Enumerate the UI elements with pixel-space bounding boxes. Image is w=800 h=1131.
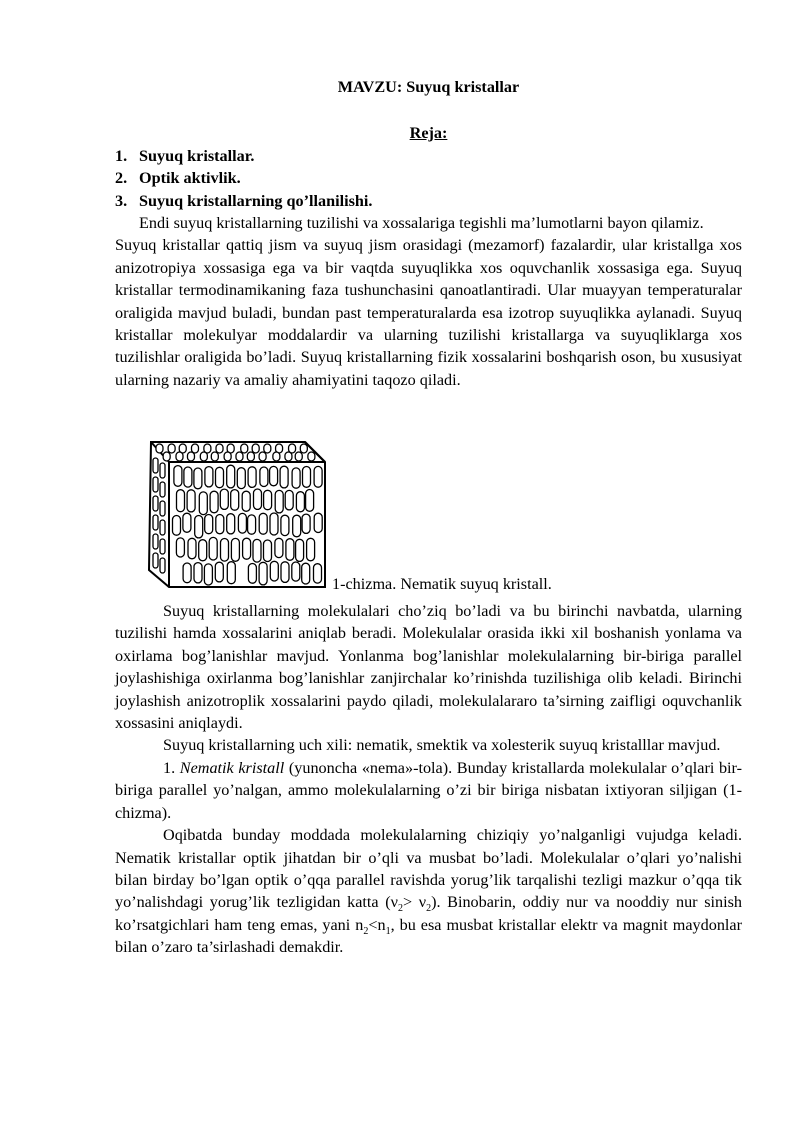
molecule-shape [156,444,163,453]
molecule-shape [168,444,175,453]
molecule-shape [204,564,212,585]
molecule-shape [153,458,158,473]
molecule-shape [187,452,194,461]
molecule-shape [314,513,322,532]
molecule-shape [236,452,243,461]
molecule-shape [238,513,246,533]
molecule-shape [254,489,262,509]
molecule-shape [306,490,314,512]
paragraph-optics: Oqibatda bunday moddada molekulalarning chiziqiy yo’nalganligi vujudga keladi. Nematik kristallar optik jihatdan bir o’qli va musbat bo’ladi. Molekulalar o’qlari yo’nalishi bilan birday bo’lgan optik o’qqa parallel ravishda yorug’lik tarqalishi tezligi mazkur o’qqa tik yo’nalishdagi yorug’lik tezligidan katta $(\nu_2> \nu_2)$. Binobarin, oddiy nur va nooddiy nur sinish ko’rsatgichlari ham teng emas, yani $n_2<n_1$, bu esa musbat kristallar elektr va magnit maydonlar bilan o’zaro ta’sirlashadi demakdir. [115,826,743,957]
plan-item: 2. Optik aktivlik. [115,169,241,188]
molecule-shape [281,562,289,583]
molecule-shape [176,538,184,557]
molecule-shape [259,562,267,585]
molecule-shape [160,558,165,573]
plan-item: 3. Suyuq kristallarning qo’llanilishi. [115,191,373,210]
molecule-shape [183,513,191,532]
molecule-shape [205,515,213,534]
molecule-shape [224,452,231,461]
molecule-shape [302,563,310,584]
molecule-shape [160,520,165,535]
text-block-intro [115,212,742,391]
molecule-shape [285,452,292,461]
molecule-shape [275,490,283,513]
page-title: MAVZU: Suyuq kristallar [337,78,520,96]
molecule-shape [270,466,278,485]
molecule-shape [248,564,256,584]
molecule-shape [259,452,266,461]
molecule-shape [227,562,235,584]
molecule-shape [273,452,280,461]
molecule-shape [296,539,304,561]
molecule-shape [209,537,217,560]
molecule-shape [296,492,304,512]
molecule-shape [153,477,158,492]
molecule-shape [264,540,272,562]
molecule-shape [231,538,239,561]
molecule-shape [220,489,228,509]
molecule-shape [253,539,261,562]
molecule-shape [174,466,182,487]
molecule-shape [173,516,181,536]
text-block-nematic [115,757,742,959]
figure-caption: 1-chizma. Nematik suyuq kristall. [332,575,552,593]
molecule-shape [199,540,207,561]
molecule-shape [188,538,196,559]
molecule-shape [200,452,207,461]
molecule-shape [221,539,229,562]
molecule-shape [184,467,192,487]
molecule-shape [153,515,158,530]
molecule-shape [211,452,218,461]
molecule-shape [194,468,202,489]
molecule-shape [163,452,170,461]
molecule-shape [227,465,235,488]
paragraph-molecules: Suyuq kristallarning molekulalari cho’ziq bo’ladi va bu birinchi navbatda, ularning tuzilishi hamda xossalarini aniqlab beradi. Molekulalar orasida ikki xil boshanish yonlama va oxirlama bog’lanishlar mavjud. Yonlanma bog’lanishlar molekulalarning bir-biriga parallel joylashishiga oxirlanma bog’lanishlar zanjirchalar ko’rinishda tuzilishiga olib keladi. Birinchi joylashish anizotroplik xossalarini paydo qiladi, molekulalararo ta’sirning zaifligi oquvchanlik xossasini aniqlaydi. [115,602,742,733]
paragraph-nematic: 1. Nematik kristall (yunoncha «nema»-tola). Bunday kristallarda molekulalar o’qlari bir-biriga parallel yo’nalgan, ammo molekulalarning o’zi bir biriga nisbatan ixtiyoran siljigan (1- chizma). [115,759,743,822]
plan-heading: Reja: [409,124,448,142]
nematic-term: Nematik kristall [179,759,285,777]
molecule-shape [292,562,300,581]
molecule-shape [281,515,289,535]
molecule-shape [252,444,259,453]
molecule-shape [280,466,288,488]
molecule-shape [227,514,235,534]
molecule-shape [153,553,158,568]
molecule-shape [303,467,311,488]
molecule-shape [216,515,224,534]
molecule-shape [302,514,310,533]
molecule-shape [187,490,195,512]
molecule-shape [270,513,278,535]
molecule-shape [248,515,256,534]
molecule-shape [216,467,224,487]
molecule-shape [292,468,300,488]
molecule-shape [259,513,267,534]
molecule-shape [295,452,302,461]
molecule-shape [205,467,213,487]
molecule-shape [270,561,278,581]
molecule-shape [243,538,251,559]
molecule-shape [199,492,207,515]
molecule-shape [286,539,294,561]
paragraph-intro: Endi suyuq kristallarning tuzilishi va xossalariga tegishli ma’lumotlarni bayon qilamiz. [139,214,704,232]
plan-item: 1. Suyuq kristallar. [115,147,255,165]
molecule-shape [293,515,301,537]
nematic-crystal-illustration [145,432,327,592]
molecule-shape [176,452,183,461]
molecule-shape [153,496,158,511]
molecule-shape [314,466,322,487]
molecule-shape [285,490,293,510]
molecule-shape [195,516,203,538]
molecule-shape [210,491,218,513]
molecule-shape [308,452,315,461]
molecule-shape [231,490,239,511]
molecule-shape [314,564,322,583]
paragraph-types: Suyuq kristallarning uch xili: nematik, smektik va xolesterik suyuq kristalllar mavjud. [163,736,721,755]
molecule-shape [248,467,256,488]
paragraph-definition: Suyuq kristallar qattiq jism va suyuq jism orasidagi (mezamorf) fazalardir, ular kristallga xos anizotropiya xossasiga ega va bir vaqtda suyuqlikka xos oquvchanlik xossasiga ega. Suyuq kristallar termodinamikaning faza tushunchasini qanoatlantiradi. Ular muayyan temperaturalar oraligida mavjud buladi, bundan past temperaturalarda esa izotrop suyuqlikka aylanadi. Suyuq kristallar molekulyar moddalardir va ularning tuzilishi kristallarga va suyuqliklarga xos tuzilishlar oraligida bo’ladi. Suyuq kristallarning fizik xossalarini boshqarish oson, bu xususiyat ularning nazariy va amaliy ahamiyatini taqozo qiladi. [115,236,742,389]
molecule-shape [307,538,315,561]
molecule-shape [160,463,165,478]
molecule-shape [160,539,165,554]
molecule-shape [160,482,165,497]
molecule-shape [260,467,268,487]
molecule-shape [264,490,272,509]
molecule-shape [242,491,250,511]
molecule-shape [194,563,202,583]
molecule-shape [275,538,283,557]
molecule-shape [300,444,307,453]
molecule-shape [264,444,271,453]
molecule-shape [241,444,248,453]
molecule-shape [183,563,191,583]
molecule-shape [247,452,254,461]
text-block-molecules [115,600,742,757]
molecule-shape [153,534,158,549]
molecule-shape [237,468,245,489]
molecule-shape [177,490,185,512]
molecule-shape [160,501,165,516]
figure [115,430,742,600]
molecule-shape [216,444,223,453]
plan-list [115,145,742,212]
molecule-shape [215,562,223,582]
